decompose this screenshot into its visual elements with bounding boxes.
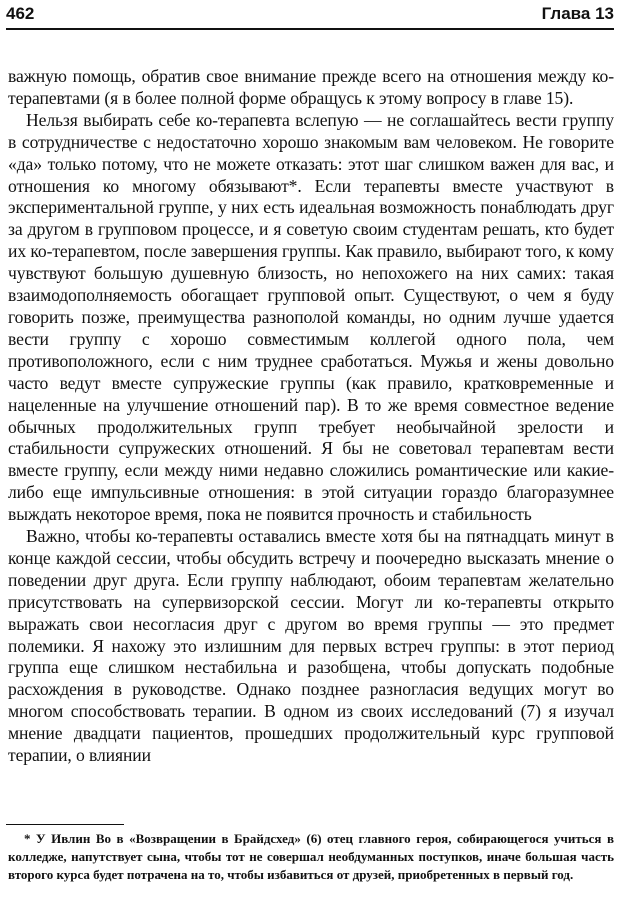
paragraph-continuation: важную помощь, обратив свое внимание прежде всего на отношения между ко-терапевтами (я в более полной форме обращусь к этому вопросу в главе 15). xyxy=(8,66,614,108)
footnote-divider xyxy=(6,824,124,825)
paragraph-choosing-co-therapist: Нельзя выбирать себе ко-терапевта вслепую — не соглашайтесь вести группу в сотрудничестве с недостаточно хорошо знакомым вам человеком. Не говорите «да» только потому, что не можете отказать: этот шаг слишком важен для вас, и отношения ко многому обязывают*. Если терапевты вместе участвуют в экспериментальной группе, у них есть идеальная возможность понаблюдать друг за другом в групповом процессе, и я советую своим студентам решать, кто будет их ко-терапевтом, после завершения группы. Как правило, выбирают того, к кому чувствуют большую душевную близость, но непохожего на них самих: такая взаимодополняемость обогащает групповой опыт. Существуют, о чем я буду говорить позже, преимущества разнополой команды, но одним лучше удается вести группу с хорошо совместимым коллегой одного пола, чем противоположного, если с ним труднее сработаться. Мужья и жены довольно часто ведут вместе супружеские группы (как правило, кратковременные и нацеленные на улучшение отношений пар). В то же время совместное ведение обычных продолжительных групп требует необычайной зрелости и стабильности супружеских отношений. Я бы не советовал терапевтам вести вместе группу, если между ними недавно сложились романтические или какие-либо еще импульсивные отношения: в этой ситуации гораздо благоразумнее выждать некоторое время, пока не появится прочность и стабильность xyxy=(8,109,614,525)
running-header xyxy=(6,2,614,30)
paragraph-co-therapist-meetings: Важно, чтобы ко-терапевты оставались вместе хотя бы на пятнадцать минут в конце каждой сессии, чтобы обсудить встречу и поочередно высказать мнение о поведении друг друга. Если группу наблюдают, обоим терапевтам желательно присутствовать на супервизорской сессии. Могут ли ко-терапевты открыто выражать свои несогласия друг с другом во время группы — это предмет полемики. Я нахожу это излишним для первых встреч группы: в этот период группа еще слишком нестабильна и разобщена, чтобы допускать подобные расхождения в руководстве. Однако позднее разногласия ведущих могут во многом способствовать терапии. В одном из своих исследований (7) я изучал мнение двадцати пациентов, прошедших продолжительный курс групповой терапии, о влиянии xyxy=(8,526,614,766)
page-number: 462 xyxy=(6,4,35,23)
chapter-title: Глава 13 xyxy=(541,4,614,23)
main-text xyxy=(8,66,614,767)
footnote: * У Ивлин Во в «Возвращении в Брайдсхед» (6) отец главного героя, собирающегося учиться в колледже, напутствует сына, чтобы тот не совершал необдуманных поступков, иначе большая часть второго курса будет потрачена на то, чтобы избавиться от друзей, приобретенных в первый год. xyxy=(8,831,614,883)
